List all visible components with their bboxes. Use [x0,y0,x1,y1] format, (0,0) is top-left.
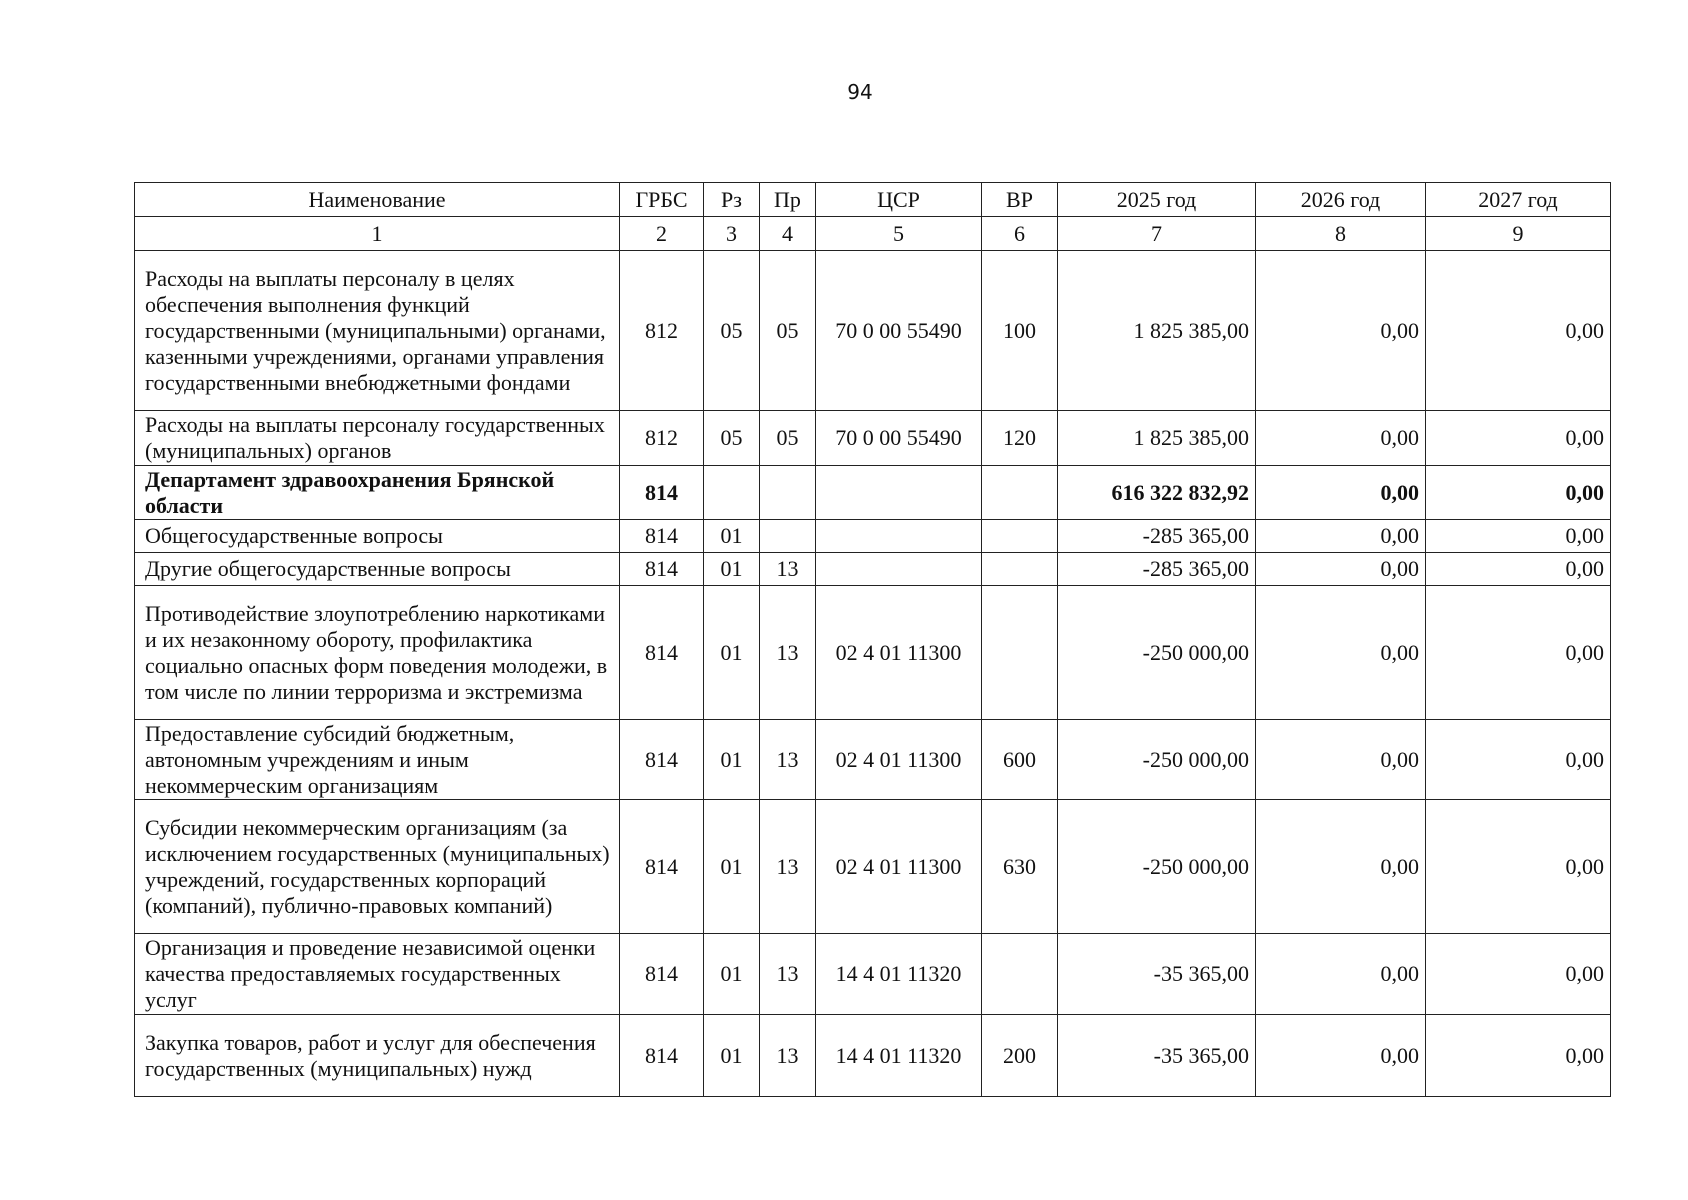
row-rz: 01 [704,520,760,553]
row-name: Общегосударственные вопросы [135,520,620,553]
row-name: Субсидии некоммерческим организациям (за исключением государственных (муниципальных) учреждений, государственных корпораций (компаний), публично-правовых компаний) [135,800,620,934]
row-vr [982,934,1058,1015]
row-2026: 0,00 [1256,1015,1426,1097]
page-number: 94 [847,80,873,104]
row-grbs: 812 [620,411,704,466]
row-2027: 0,00 [1426,586,1611,720]
col-number: 8 [1256,217,1426,251]
row-2025: -250 000,00 [1058,720,1256,800]
row-grbs: 812 [620,251,704,411]
row-vr: 100 [982,251,1058,411]
row-2026: 0,00 [1256,586,1426,720]
row-rz: 01 [704,586,760,720]
row-csr: 02 4 01 11300 [816,800,982,934]
col-header-2025: 2025 год [1058,183,1256,217]
row-2025: 616 322 832,92 [1058,466,1256,520]
row-csr: 14 4 01 11320 [816,1015,982,1097]
row-grbs: 814 [620,934,704,1015]
row-rz: 05 [704,411,760,466]
col-number: 5 [816,217,982,251]
row-rz [704,466,760,520]
row-vr: 600 [982,720,1058,800]
row-grbs: 814 [620,720,704,800]
row-csr [816,466,982,520]
row-pr: 13 [760,553,816,586]
row-rz: 01 [704,553,760,586]
row-vr: 200 [982,1015,1058,1097]
row-pr [760,466,816,520]
table-row [135,466,1611,520]
row-rz: 01 [704,934,760,1015]
row-vr: 120 [982,411,1058,466]
row-rz: 01 [704,800,760,934]
row-2027: 0,00 [1426,411,1611,466]
row-2025: 1 825 385,00 [1058,411,1256,466]
row-csr: 14 4 01 11320 [816,934,982,1015]
row-grbs: 814 [620,520,704,553]
row-2027: 0,00 [1426,553,1611,586]
row-pr: 13 [760,586,816,720]
row-2026: 0,00 [1256,720,1426,800]
row-csr: 70 0 00 55490 [816,411,982,466]
row-pr: 13 [760,720,816,800]
row-2026: 0,00 [1256,934,1426,1015]
table-row [135,720,1611,800]
row-2027: 0,00 [1426,934,1611,1015]
row-grbs: 814 [620,586,704,720]
row-name: Расходы на выплаты персоналу в целях обеспечения выполнения функций государственными (муниципальными) органами, казенными учреждениями, органами управления государственными внебюджетными фондами [135,251,620,411]
col-number: 2 [620,217,704,251]
row-2026: 0,00 [1256,800,1426,934]
table-row [135,251,1611,411]
row-pr: 13 [760,934,816,1015]
col-header-2027: 2027 год [1426,183,1611,217]
row-grbs: 814 [620,1015,704,1097]
row-2025: -250 000,00 [1058,800,1256,934]
col-number: 7 [1058,217,1256,251]
row-2026: 0,00 [1256,520,1426,553]
row-2026: 0,00 [1256,553,1426,586]
row-2025: -35 365,00 [1058,934,1256,1015]
row-rz: 05 [704,251,760,411]
row-name: Предоставление субсидий бюджетным, автономным учреждениям и иным некоммерческим организациям [135,720,620,800]
row-2027: 0,00 [1426,1015,1611,1097]
col-header-vr: ВР [982,183,1058,217]
row-2027: 0,00 [1426,251,1611,411]
row-2025: -250 000,00 [1058,586,1256,720]
row-name: Другие общегосударственные вопросы [135,553,620,586]
row-name: Закупка товаров, работ и услуг для обеспечения государственных (муниципальных) нужд [135,1015,620,1097]
row-2025: -285 365,00 [1058,553,1256,586]
row-rz: 01 [704,720,760,800]
row-grbs: 814 [620,466,704,520]
col-header-grbs: ГРБС [620,183,704,217]
row-2027: 0,00 [1426,466,1611,520]
col-header-name: Наименование [135,183,620,217]
budget-table [134,182,1611,1097]
row-vr [982,586,1058,720]
row-2026: 0,00 [1256,251,1426,411]
row-pr: 13 [760,1015,816,1097]
row-vr [982,520,1058,553]
row-name: Расходы на выплаты персоналу государственных (муниципальных) органов [135,411,620,466]
col-number: 4 [760,217,816,251]
table-row [135,411,1611,466]
row-name: Организация и проведение независимой оценки качества предоставляемых государственных услуг [135,934,620,1015]
row-csr: 70 0 00 55490 [816,251,982,411]
row-pr [760,520,816,553]
row-2027: 0,00 [1426,520,1611,553]
row-pr: 13 [760,800,816,934]
row-2025: 1 825 385,00 [1058,251,1256,411]
table-row [135,586,1611,720]
row-vr: 630 [982,800,1058,934]
col-header-rz: Рз [704,183,760,217]
row-rz: 01 [704,1015,760,1097]
row-2027: 0,00 [1426,800,1611,934]
row-2026: 0,00 [1256,411,1426,466]
row-2025: -35 365,00 [1058,1015,1256,1097]
header-row [135,183,1611,217]
row-vr [982,553,1058,586]
col-number: 1 [135,217,620,251]
row-csr [816,520,982,553]
row-vr [982,466,1058,520]
row-pr: 05 [760,251,816,411]
row-csr: 02 4 01 11300 [816,720,982,800]
col-header-2026: 2026 год [1256,183,1426,217]
col-number: 9 [1426,217,1611,251]
table-row [135,1015,1611,1097]
col-number: 6 [982,217,1058,251]
col-header-pr: Пр [760,183,816,217]
table-row [135,800,1611,934]
row-name: Департамент здравоохранения Брянской области [135,466,620,520]
table-row [135,553,1611,586]
row-2025: -285 365,00 [1058,520,1256,553]
row-name: Противодействие злоупотреблению наркотиками и их незаконному обороту, профилактика социально опасных форм поведения молодежи, в том числе по линии терроризма и экстремизма [135,586,620,720]
row-grbs: 814 [620,553,704,586]
row-pr: 05 [760,411,816,466]
column-number-row [135,217,1611,251]
row-csr: 02 4 01 11300 [816,586,982,720]
row-csr [816,553,982,586]
row-grbs: 814 [620,800,704,934]
row-2026: 0,00 [1256,466,1426,520]
table-row [135,934,1611,1015]
col-header-csr: ЦСР [816,183,982,217]
row-2027: 0,00 [1426,720,1611,800]
col-number: 3 [704,217,760,251]
table-row [135,520,1611,553]
